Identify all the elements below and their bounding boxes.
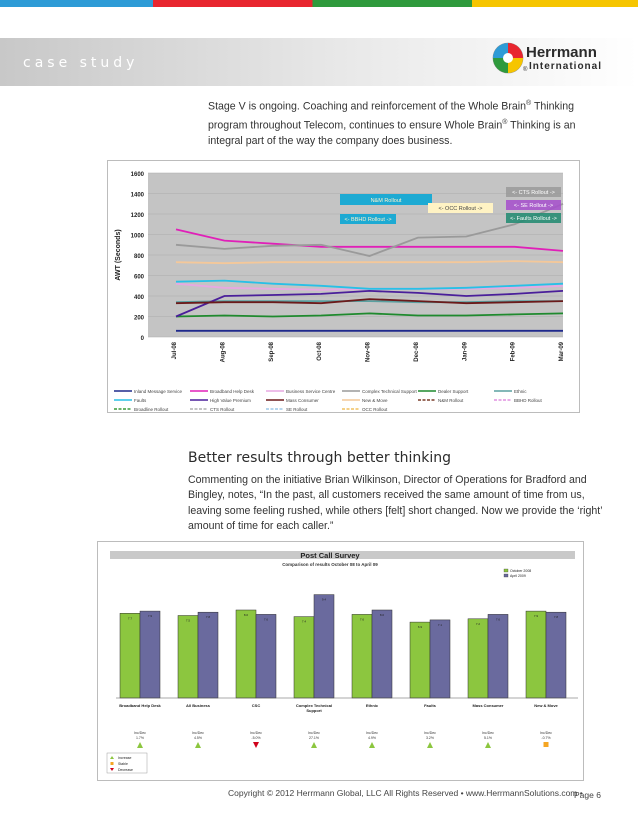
bar: [430, 620, 450, 698]
y-axis-label: AWT (Seconds): [115, 229, 122, 281]
trend-legend-label: Stable: [118, 762, 128, 766]
legend-label: Inland Message Service: [134, 389, 183, 394]
bar: [410, 622, 430, 698]
legend-label: High Value Premium: [210, 398, 251, 403]
bar-value-label: 7.2: [475, 621, 481, 626]
y-tick-label: 800: [133, 254, 144, 260]
trend-value: 4.5%: [194, 736, 202, 740]
legend-label: Complex Technical Support: [362, 389, 417, 394]
trend-header: Inc/Dec: [308, 731, 320, 735]
y-tick-label: 200: [133, 315, 144, 322]
x-tick-label: Jul-08: [172, 342, 178, 360]
y-tick-label: 400: [133, 295, 144, 301]
bar-value-label: 7.6: [263, 617, 269, 622]
x-tick-label: Nov-08: [365, 342, 372, 363]
header-color-band: [0, 0, 638, 7]
brain-logo-icon: [492, 42, 524, 74]
chart-title: Post Call Survey: [300, 551, 360, 560]
page-number: Page 6: [574, 790, 601, 800]
y-tick-label: 1000: [130, 233, 144, 240]
intro-paragraph: Stage V is ongoing. Coaching and reinforcement of the Whole Brain® Thinking program throughout Telecom, continues to ensure Whole Brain® Thinking is an integral part of the way the company does business.: [208, 100, 576, 148]
post-call-survey-chart: [97, 541, 584, 781]
legend-label: N&M Rollout: [438, 398, 464, 403]
legend-label: OCC Rollout: [362, 407, 388, 412]
category-label: Faults: [424, 703, 436, 708]
legend-label: Dealer Support: [438, 389, 469, 394]
rollout-label: <- Faults Rollout ->: [510, 216, 557, 222]
logo-wordmark: Herrmann: [526, 44, 597, 61]
trend-header: Inc/Dec: [134, 731, 146, 735]
trend-value: 1.7%: [136, 736, 144, 740]
stable-icon: [111, 762, 114, 765]
chart-subtitle: Comparison of results October 08 to April 09: [282, 562, 378, 567]
bar-value-label: 8.0: [243, 613, 249, 617]
bar: [140, 611, 160, 698]
legend-label: New & Move: [362, 398, 388, 403]
y-tick-label: 0: [140, 336, 144, 342]
bar: [120, 613, 140, 698]
rollout-label: <- BBHD Rollout ->: [344, 217, 392, 223]
trend-header: Inc/Dec: [424, 731, 436, 735]
legend-swatch: [504, 569, 508, 572]
category-label: All Business: [185, 703, 211, 708]
bar: [314, 595, 334, 698]
awt-chart-svg: [108, 161, 581, 414]
rollout-label: <- SE Rollout ->: [513, 203, 554, 209]
bar-value-label: 7.9: [533, 614, 539, 619]
trend-value: 27.1%: [309, 736, 319, 740]
category-label: CSC: [251, 703, 261, 708]
bar-value-label: 7.6: [359, 617, 365, 622]
trend-header: Inc/Dec: [192, 731, 204, 735]
legend-label: SE Rollout: [286, 407, 308, 412]
bar: [236, 610, 256, 698]
herrmann-logo: [492, 40, 632, 82]
category-label: Ethnic: [365, 703, 379, 708]
legend-label: Mass Consumer: [286, 398, 319, 403]
trend-header: Inc/Dec: [250, 731, 262, 735]
awt-line-chart: [107, 160, 580, 413]
trend-value: 3.2%: [426, 736, 434, 740]
legend-label: April 2009: [510, 574, 526, 578]
trend-header: Inc/Dec: [540, 731, 552, 735]
x-tick-label: Aug-08: [220, 342, 227, 363]
bar-value-label: 7.9: [147, 614, 153, 619]
footer-copyright: Copyright © 2012 Herrmann Global, LLC All Rights Reserved • www.HerrmannSolutions.com •: [228, 788, 583, 798]
x-tick-label: Sep-08: [268, 342, 275, 362]
increase-icon: [311, 742, 317, 748]
rollout-label: <- CTS Rollout ->: [512, 190, 555, 196]
x-tick-label: Jan-09: [462, 342, 469, 362]
increase-icon: [485, 742, 491, 748]
legend-label: Broadband Help Desk: [210, 389, 255, 394]
rollout-label: <- OCC Rollout ->: [438, 206, 483, 212]
bar: [372, 610, 392, 698]
bar: [488, 614, 508, 698]
y-tick-label: 1400: [130, 192, 144, 199]
case-study-label: case study: [23, 55, 139, 71]
trend-value: 5.1%: [484, 736, 492, 740]
increase-icon: [137, 742, 143, 748]
x-tick-label: Oct-08: [317, 342, 324, 361]
rollout-label: N&M Rollout: [370, 198, 402, 204]
bar: [178, 616, 198, 699]
bar: [294, 617, 314, 698]
trend-header: Inc/Dec: [366, 731, 378, 735]
legend-label: Ethnic: [514, 389, 527, 394]
legend-label: Faults: [134, 398, 147, 403]
legend-swatch: [504, 574, 508, 577]
bar-value-label: 7.5: [185, 618, 191, 623]
legend-label: BBHD Rollout: [514, 398, 542, 403]
bar: [546, 612, 566, 698]
bar-value-label: 9.4: [321, 597, 327, 602]
section-title: Better results through better thinking: [188, 450, 452, 466]
legend-label: Broadline Rollout: [134, 407, 169, 412]
legend-label: Business Service Centre: [286, 389, 336, 394]
bar-value-label: 7.6: [495, 617, 501, 622]
x-tick-label: Dec-08: [413, 342, 420, 362]
trend-header: Inc/Dec: [482, 731, 494, 735]
survey-chart-svg: [98, 542, 585, 782]
increase-icon: [110, 756, 114, 759]
bar: [198, 612, 218, 698]
x-tick-label: Feb-09: [510, 342, 517, 362]
category-label: New & Move: [534, 703, 558, 708]
legend-label: October 2008: [510, 569, 532, 573]
bar-value-label: 7.1: [437, 622, 443, 627]
y-tick-label: 600: [133, 274, 144, 281]
bar-value-label: 8.0: [379, 613, 385, 617]
trend-legend-label: Increase: [118, 756, 132, 760]
x-tick-label: Mar-09: [559, 342, 565, 362]
bar-value-label: 6.9: [417, 625, 423, 630]
y-tick-label: 1200: [130, 213, 144, 219]
increase-icon: [427, 742, 433, 748]
decrease-icon: [110, 768, 114, 771]
trend-legend-label: Decrease: [118, 768, 133, 772]
logo-registered: ®: [523, 67, 528, 73]
category-label: Broadband Help Desk: [119, 703, 161, 708]
results-paragraph: Commenting on the initiative Brian Wilkinson, Director of Operations for Bradford and Bingley, notes, “In the past, all customers received the same amount of time from us, leaving some feeling rushed, while others [felt] short changed. Now we provide the ‘right’ amount of time for each caller.”: [188, 474, 603, 533]
trend-value: -0.7%: [541, 736, 551, 740]
category-label: Complex Technical Support: [295, 703, 333, 713]
bar-value-label: 7.8: [553, 615, 559, 620]
legend-label: CTS Rollout: [210, 407, 235, 412]
bar-value-label: 7.8: [205, 615, 211, 620]
bar-value-label: 7.4: [301, 619, 307, 624]
bar: [526, 611, 546, 698]
bar: [352, 614, 372, 698]
logo-subtitle: International: [529, 61, 603, 72]
stable-icon: [544, 742, 549, 747]
category-label: Mass Consumer: [472, 703, 504, 708]
bar-value-label: 7.7: [127, 616, 133, 621]
increase-icon: [195, 742, 201, 748]
trend-value: 4.9%: [368, 736, 376, 740]
y-tick-label: 1600: [130, 172, 144, 178]
decrease-icon: [253, 742, 259, 748]
increase-icon: [369, 742, 375, 748]
trend-value: -5.0%: [251, 736, 261, 740]
bar: [256, 614, 276, 698]
bar: [468, 619, 488, 698]
